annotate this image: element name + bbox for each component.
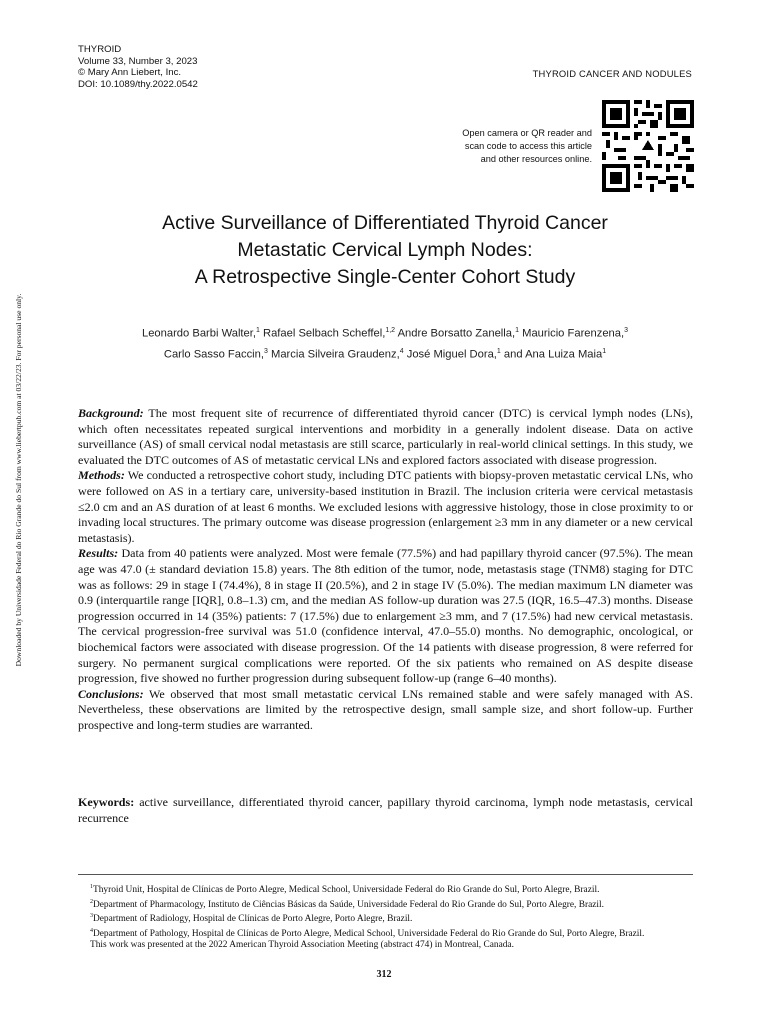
footnote-number: 1 xyxy=(90,884,93,890)
author-list xyxy=(60,322,710,363)
abstract-conclusions xyxy=(78,687,693,734)
abstract-label: Background: xyxy=(78,406,144,420)
abstract-results xyxy=(78,546,693,686)
footnote-number: 3 xyxy=(90,913,93,920)
qr-code-icon[interactable] xyxy=(602,100,694,192)
author-affiliation: 3 xyxy=(263,347,268,355)
abstract-background xyxy=(78,406,693,468)
footnote-text: Department of Pathology, Hospital de Clínicas de Porto Alegre, Medical School, Universidade Federal do Rio Grande do Sul, Porto Alegre, Brazil. xyxy=(93,928,645,939)
qr-instructions xyxy=(432,127,592,166)
abstract-label: Methods: xyxy=(78,468,125,483)
author-name[interactable]: Andre Borsatto Zanella, xyxy=(397,327,516,340)
author-affiliation: 1,2 xyxy=(385,327,396,334)
qr-instructions-line: Open camera or QR reader and xyxy=(462,128,592,138)
keywords-paragraph xyxy=(78,795,693,826)
author-affiliation: 1 xyxy=(602,347,607,355)
author-name[interactable]: Marcia Silveira Graudenz, xyxy=(271,348,400,361)
footnote-text: Department of Radiology, Hospital de Clínicas de Porto Alegre, Porto Alegre, Brazil. xyxy=(93,914,413,925)
presentation-note: This work was presented at the 2022 American Thyroid Association Meeting (abstract 474) in Montreal, Canada. xyxy=(90,940,514,951)
qr-instructions-line: and other resources online. xyxy=(480,154,592,164)
abstract-text: We observed that most small metastatic cervical LNs remained stable and were safely managed with AS. Nevertheless, these observations are limited by the retrospective design, small sample size, and short follow-up. Further prospective and long-term studies are warranted. xyxy=(78,686,693,732)
abstract-text: Data from 40 patients were analyzed. Most were female (77.5%) and had papillary thyroid cancer (97.5%). The mean age was 47.0 (± standard deviation 15.8) years. The 8th edition of the tumor, node, metastasis stage (TNM8) staging for DTC was as follows: 29 in stage I (74.4%), 8 in stage II (20.5%), and 2 in stage IV (5.0%). The median maximum LN diameter was 0.9 (interquartile range [IQR], 0.8–1.3) cm, and the median AS follow-up duration was 27.5 (IQR, 16.5–47.3) months. Disease progression occurred in 14 (35%) patients: 7 (17.5%) due to enlargement ≥3 mm, and 7 (17.5%) had new cervical metastasis. The cervical progression-free survival was 51.0 (confidence interval, 47.0–55.0) months. No demographic, oncological, or biochemical factors were associated with disease progression. Of the 14 patients with disease progression, 8 were referred for surgery. No permanent surgical complications were reported. Of the six patients who remained on AS despite disease progression, five showed no further progression during subsequent follow-up (range 6–40 months). xyxy=(78,546,693,686)
keywords-label: Keywords: xyxy=(78,795,135,809)
footnote xyxy=(78,926,693,941)
footnote-divider xyxy=(78,874,693,875)
author-name[interactable]: Mauricio Farenzena, xyxy=(522,327,625,340)
section-heading: THYROID CANCER AND NODULES xyxy=(532,68,692,79)
journal-volume: Volume 33, Number 3, 2023 xyxy=(78,55,198,67)
page-number: 312 xyxy=(376,969,392,980)
footnote-number: 4 xyxy=(90,927,93,934)
author-name[interactable]: José Miguel Dora, xyxy=(406,348,497,361)
author-line xyxy=(60,343,710,364)
author-name[interactable]: Leonardo Barbi Walter, xyxy=(141,327,256,340)
footnotes xyxy=(78,882,693,952)
author-name[interactable]: Carlo Sasso Faccin, xyxy=(163,348,264,361)
author-affiliation: 1 xyxy=(255,327,260,334)
author-line xyxy=(60,322,710,343)
abstract-text: The most frequent site of recurrence of differentiated thyroid cancer (DTC) is cervical lymph nodes (LNs), which often necessitates repeated surgical interventions and morbidity in a generally indolent disease. Data on active surveillance (AS) of small cervical nodal metastasis are still scarce, particularly in real-world clinical settings. In this study, we evaluated the DTC outcomes of AS of metastatic cervical LNs and explored factors associated with disease progression. xyxy=(78,406,693,467)
journal-copyright: © Mary Ann Liebert, Inc. xyxy=(78,67,182,79)
abstract-text: We conducted a retrospective cohort study, including DTC patients with biopsy-proven metastatic cervical LNs, who were followed on AS in a tertiary care, university-based institution in Brazil. The inclusion criteria were cervical metastasis ≤2.0 cm and an AS duration of at least 6 months. We excluded lesions with aggressive histology, those in close proximity to or invading local structures. The primary outcome was disease progression (enlargement ≥3 mm in any diameter or a new cervical metastasis). xyxy=(78,468,693,545)
journal-doi[interactable]: DOI: 10.1089/thy.2022.0542 xyxy=(78,78,198,90)
abstract xyxy=(78,406,693,733)
abstract-label: Conclusions: xyxy=(78,686,144,701)
download-watermark: Downloaded by Universidade Federal do Rio Grande do Sul from www.liebertpub.com at 03/22/23. For personal use only. xyxy=(14,293,23,667)
title-line: Metastatic Cervical Lymph Nodes: xyxy=(237,239,533,261)
abstract-methods xyxy=(78,468,693,546)
footnote-number: 2 xyxy=(90,898,93,905)
article-title xyxy=(60,210,710,291)
title-line: Active Surveillance of Differentiated Thyroid Cancer xyxy=(162,212,608,234)
author-affiliation: 1 xyxy=(515,327,520,334)
footnote xyxy=(78,882,693,897)
author-affiliation: 1 xyxy=(496,347,501,355)
footnote-text: Department of Pharmacology, Instituto de Ciências Básicas da Saúde, Universidade Federal do Rio Grande do Sul, Porto Alegre, Brazil. xyxy=(93,899,604,910)
qr-instructions-line: scan code to access this article xyxy=(464,141,592,151)
author-affiliation: 3 xyxy=(624,327,629,334)
author-name[interactable]: Rafael Selbach Scheffel, xyxy=(263,327,386,340)
journal-name: THYROID xyxy=(78,44,122,55)
keywords xyxy=(78,795,693,826)
title-line: A Retrospective Single-Center Cohort Study xyxy=(194,266,576,288)
journal-meta xyxy=(78,44,198,90)
abstract-label: Results: xyxy=(78,546,119,561)
footnote xyxy=(78,897,693,912)
keywords-text: active surveillance, differentiated thyroid cancer, papillary thyroid carcinoma, lymph node metastasis, cervical recurrence xyxy=(78,795,693,825)
author-name[interactable]: and Ana Luiza Maia xyxy=(503,348,603,361)
author-affiliation: 4 xyxy=(399,347,404,355)
footnote xyxy=(78,911,693,926)
footnote-text: Thyroid Unit, Hospital de Clínicas de Porto Alegre, Medical School, Universidade Federal do Rio Grande do Sul, Porto Alegre, Brazil. xyxy=(93,885,600,896)
